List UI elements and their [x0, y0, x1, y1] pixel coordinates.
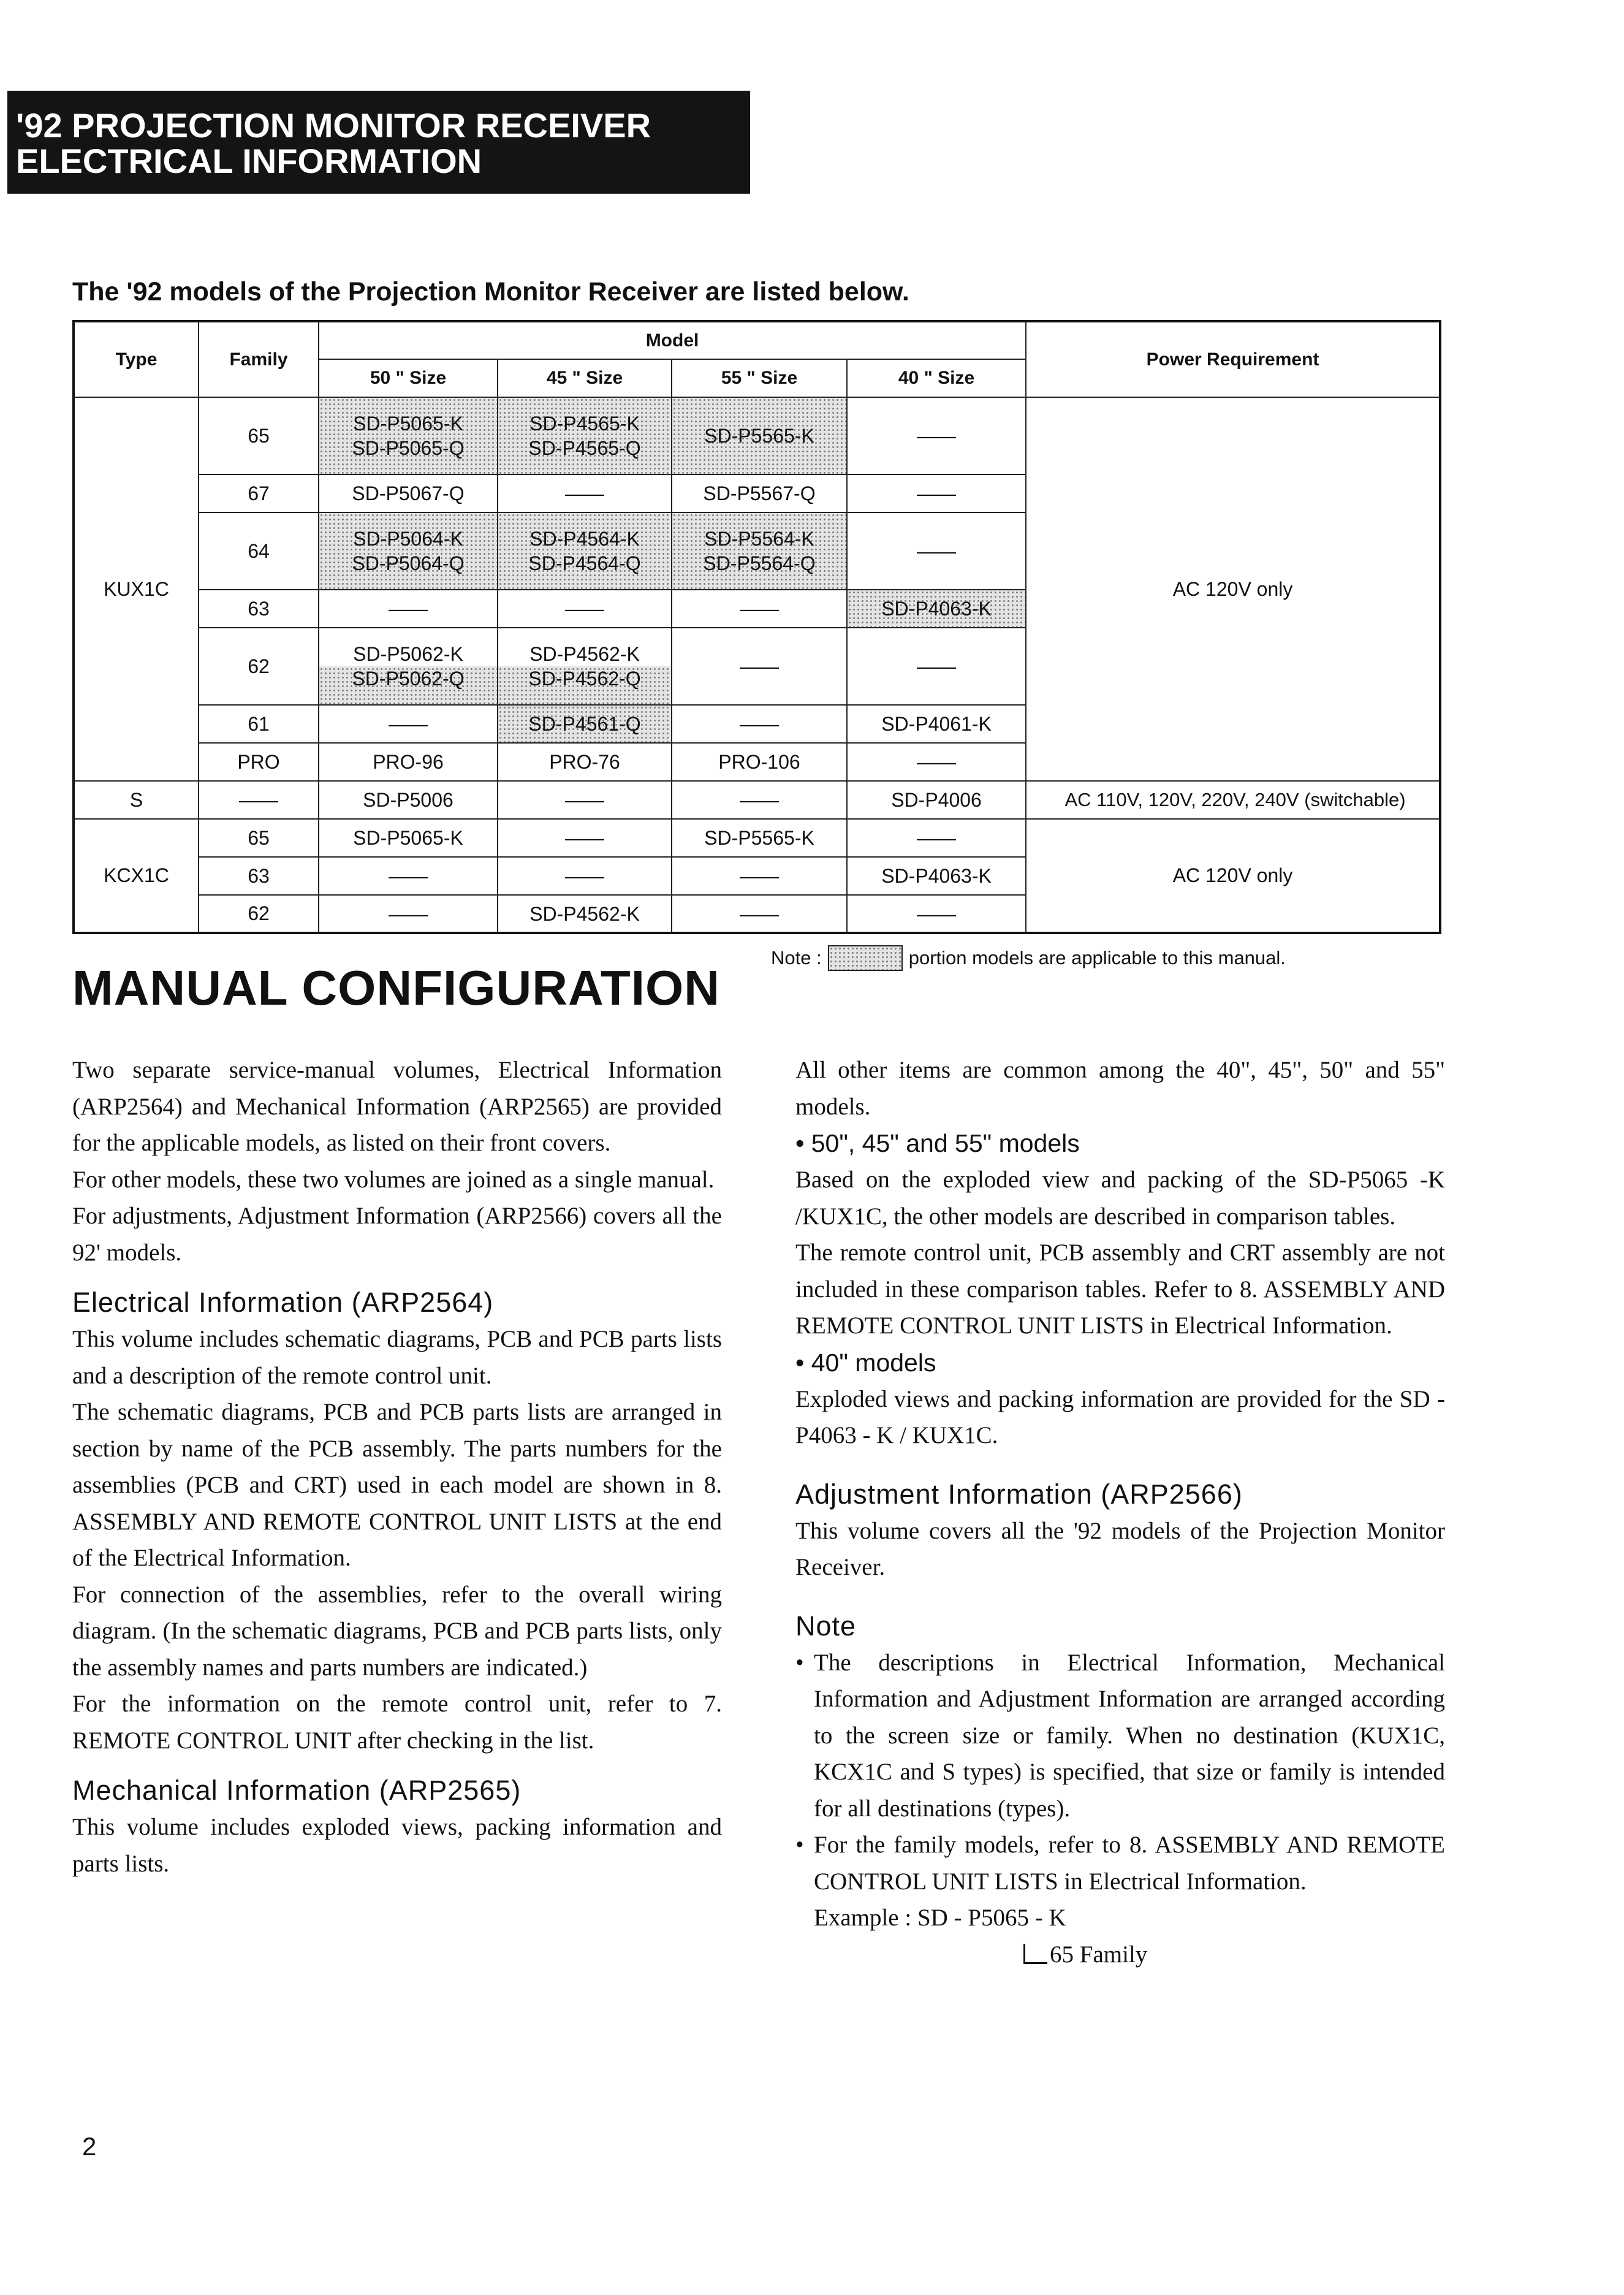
family-cell: 63: [199, 857, 319, 895]
corner-arrow-icon: [1023, 1944, 1047, 1964]
model-cell: [672, 819, 847, 857]
model-cell: [498, 857, 672, 895]
paragraph: All other items are common among the 40", 45", 50" and 55" models.: [795, 1057, 1445, 1120]
model-code: SD-P5564-Q: [703, 552, 816, 574]
table-row: [74, 781, 1440, 819]
list-item-text: The descriptions in Electrical Information, Mechanical Information and Adjustment Information are arranged according to the screen size or family. When no destination (KUX1C, KCX1C and S types) is specified, that size or family is intended for all destinations (types).: [814, 1649, 1445, 1822]
spacer: [72, 1271, 722, 1284]
table-row: [74, 819, 1440, 857]
type-cell: KUX1C: [74, 397, 199, 781]
manual-configuration-title: MANUAL CONFIGURATION: [72, 961, 720, 1015]
model-cell: [847, 781, 1026, 819]
model-code: ——: [565, 827, 604, 849]
paragraph: Two separate service-manual volumes, Electrical Information (ARP2564) and Mechanical Information (ARP2565) are provided for the applicable models, as listed on their front covers.: [72, 1057, 722, 1156]
model-code: SD-P4565-Q: [528, 437, 641, 459]
family-cell: 65: [199, 819, 319, 857]
model-code: ——: [740, 655, 779, 677]
model-cell: [498, 397, 672, 474]
family-cell: PRO: [199, 743, 319, 781]
model-code: SD-P5065-K: [353, 827, 463, 849]
model-code: SD-P4063-K: [881, 598, 992, 620]
family-annotation: [795, 1936, 1445, 1973]
family-cell: 67: [199, 474, 319, 512]
heading-electrical-information: Electrical Information (ARP2564): [72, 1287, 494, 1318]
model-cell: [672, 781, 847, 819]
intro-text: The '92 models of the Projection Monitor Receiver are listed below.: [72, 277, 909, 306]
heading-50-45-55-models: • 50", 45" and 55" models: [795, 1129, 1080, 1157]
model-cell: [672, 590, 847, 628]
paragraph: This volume includes schematic diagrams, PCB and PCB parts lists and a description of the remote control unit.: [72, 1326, 722, 1389]
model-code: SD-P5067-Q: [352, 482, 465, 504]
paragraph: This volume includes exploded views, packing information and parts lists.: [72, 1814, 722, 1877]
model-code: SD-P4006: [891, 789, 982, 811]
type-cell: KCX1C: [74, 819, 199, 933]
model-code: PRO-76: [549, 751, 620, 773]
model-cell: [498, 474, 672, 512]
header-family: Family: [199, 321, 319, 397]
model-code: SD-P5062-K: [353, 643, 463, 665]
bullet: •: [795, 1832, 804, 1858]
model-code: SD-P4564-Q: [528, 552, 641, 574]
paragraph: The remote control unit, PCB assembly and CRT assembly are not included in these comparison tables. Refer to 8. ASSEMBLY AND REMOTE CONTROL UNIT LISTS in Electrical Information.: [795, 1239, 1445, 1339]
list-item-text: For the family models, refer to 8. ASSEMBLY AND REMOTE CONTROL UNIT LISTS in Electrical Information.: [814, 1832, 1445, 1895]
model-code: SD-P5565-K: [704, 425, 814, 447]
header-type: Type: [74, 321, 199, 397]
model-code: PRO-106: [718, 751, 800, 773]
model-code: ——: [917, 655, 957, 677]
model-cell: [847, 512, 1026, 590]
model-code: PRO-96: [373, 751, 444, 773]
model-code: SD-P4561-Q: [528, 713, 641, 735]
header-model: Model: [319, 321, 1026, 359]
paragraph: For other models, these two volumes are joined as a single manual.: [72, 1166, 715, 1193]
model-code: ——: [917, 482, 957, 504]
model-cell: [498, 705, 672, 743]
model-code: ——: [565, 482, 604, 504]
model-code: ——: [917, 540, 957, 562]
model-code: ——: [740, 902, 779, 925]
model-code: SD-P4565-K: [529, 413, 640, 435]
model-cell: [847, 628, 1026, 705]
model-cell: [672, 743, 847, 781]
model-code: SD-P4562-K: [529, 643, 640, 665]
left-column: [72, 1052, 722, 1882]
model-code: SD-P5062-Q: [352, 668, 465, 690]
model-code: ——: [389, 865, 428, 887]
paragraph: For the information on the remote control unit, refer to 7. REMOTE CONTROL UNIT after checking in the list.: [72, 1691, 722, 1754]
models-table: [72, 320, 1441, 934]
model-cell: [672, 628, 847, 705]
model-cell: [498, 512, 672, 590]
model-cell: [319, 781, 498, 819]
model-code: ——: [917, 902, 957, 925]
model-cell: [847, 397, 1026, 474]
bullet: •: [795, 1649, 804, 1676]
note-prefix: Note :: [771, 947, 822, 969]
banner-line-2: ELECTRICAL INFORMATION: [16, 142, 482, 180]
model-cell: [319, 590, 498, 628]
family-cell: 62: [199, 628, 319, 705]
model-cell: [319, 743, 498, 781]
header-size-55: 55 " Size: [672, 359, 847, 397]
model-cell: [847, 474, 1026, 512]
model-code: SD-P5064-Q: [352, 552, 465, 574]
model-code: ——: [917, 827, 957, 849]
model-code: SD-P4564-K: [529, 528, 640, 550]
model-cell: [672, 512, 847, 590]
model-code: ——: [389, 713, 428, 735]
heading-note: Note: [795, 1610, 857, 1642]
model-cell: [319, 705, 498, 743]
model-cell: [672, 705, 847, 743]
model-code: ——: [917, 425, 957, 447]
header-power: Power Requirement: [1026, 321, 1440, 397]
model-code: SD-P5064-K: [353, 528, 463, 550]
banner-line-1: '92 PROJECTION MONITOR RECEIVER: [16, 106, 651, 145]
model-cell: [847, 590, 1026, 628]
model-cell: [847, 743, 1026, 781]
model-cell: [498, 743, 672, 781]
model-code: SD-P4562-K: [529, 902, 640, 925]
paragraph: For connection of the assemblies, refer to the overall wiring diagram. (In the schematic diagrams, PCB and PCB parts lists, only the assembly names and parts numbers are indicated.): [72, 1581, 722, 1681]
type-cell: S: [74, 781, 199, 819]
spacer: [795, 1454, 1445, 1476]
family-cell: 64: [199, 512, 319, 590]
family-label: 65 Family: [1050, 1941, 1148, 1968]
page-number: 2: [82, 2132, 97, 2161]
power-cell: AC 110V, 120V, 220V, 240V (switchable): [1026, 781, 1440, 819]
heading-40-models: • 40" models: [795, 1348, 936, 1377]
spacer: [72, 1759, 722, 1772]
paragraph: Exploded views and packing information are provided for the SD - P4063 - K / KUX1C.: [795, 1385, 1445, 1448]
paragraph: The schematic diagrams, PCB and PCB parts lists are arranged in section by name of the PCB assembly. The parts numbers for the assemblies (PCB and CRT) used in each model are shown in 8. ASSEMBLY AND REMOTE CONTROL UNIT LISTS at the end of the Electrical Information.: [72, 1399, 722, 1571]
shading-note: [771, 945, 1286, 971]
right-column: [795, 1052, 1445, 1973]
shading-swatch: [828, 945, 903, 971]
example-line: Example : SD - P5065 - K: [814, 1905, 1066, 1931]
model-code: ——: [917, 751, 957, 773]
model-code: SD-P5565-K: [704, 827, 814, 849]
model-cell: [319, 819, 498, 857]
model-cell: [672, 895, 847, 933]
power-cell: AC 120V only: [1026, 819, 1440, 933]
spacer: [795, 1586, 1445, 1608]
family-cell: 63: [199, 590, 319, 628]
model-code: ——: [740, 598, 779, 620]
model-code: SD-P5564-K: [704, 528, 814, 550]
list-item: [795, 1645, 1445, 1827]
model-code: SD-P5065-K: [353, 413, 463, 435]
note-suffix: portion models are applicable to this manual.: [908, 947, 1286, 969]
power-cell: AC 120V only: [1026, 397, 1440, 781]
family-cell: 61: [199, 705, 319, 743]
model-code: ——: [565, 789, 604, 811]
family-cell: ——: [199, 781, 319, 819]
model-code: SD-P4562-Q: [528, 668, 641, 690]
model-cell: [319, 628, 498, 705]
heading-mechanical-information: Mechanical Information (ARP2565): [72, 1775, 522, 1806]
model-code: ——: [740, 865, 779, 887]
family-cell: 65: [199, 397, 319, 474]
model-cell: [319, 474, 498, 512]
model-cell: [672, 474, 847, 512]
model-cell: [319, 857, 498, 895]
model-code: ——: [389, 598, 428, 620]
table-row: [74, 397, 1440, 474]
model-cell: [498, 895, 672, 933]
model-code: ——: [565, 598, 604, 620]
model-cell: [672, 857, 847, 895]
header-size-40: 40 " Size: [847, 359, 1026, 397]
heading-adjustment-information: Adjustment Information (ARP2566): [795, 1478, 1243, 1510]
model-cell: [498, 590, 672, 628]
model-cell: [319, 512, 498, 590]
paragraph: This volume covers all the '92 models of the Projection Monitor Receiver.: [795, 1517, 1445, 1580]
family-cell: 62: [199, 895, 319, 933]
model-code: SD-P4063-K: [881, 865, 992, 887]
model-code: SD-P5567-Q: [703, 482, 816, 504]
model-code: ——: [389, 902, 428, 925]
model-cell: [498, 781, 672, 819]
model-code: SD-P4061-K: [881, 713, 992, 735]
paragraph: Based on the exploded view and packing of the SD-P5065 -K /KUX1C, the other models are described in comparison tables.: [795, 1167, 1445, 1230]
model-cell: [319, 895, 498, 933]
header-size-50: 50 " Size: [319, 359, 498, 397]
model-code: ——: [740, 713, 779, 735]
paragraph: For adjustments, Adjustment Information (ARP2566) covers all the 92' models.: [72, 1203, 722, 1266]
model-cell: [847, 819, 1026, 857]
model-cell: [498, 628, 672, 705]
model-code: SD-P5006: [363, 789, 453, 811]
header-size-45: 45 " Size: [498, 359, 672, 397]
model-cell: [319, 397, 498, 474]
model-code: ——: [565, 865, 604, 887]
model-cell: [498, 819, 672, 857]
model-cell: [672, 397, 847, 474]
model-code: ——: [740, 789, 779, 811]
model-code: SD-P5065-Q: [352, 437, 465, 459]
model-cell: [847, 895, 1026, 933]
model-cell: [847, 857, 1026, 895]
list-item: [795, 1827, 1445, 1900]
model-cell: [847, 705, 1026, 743]
section-banner: [7, 91, 750, 194]
